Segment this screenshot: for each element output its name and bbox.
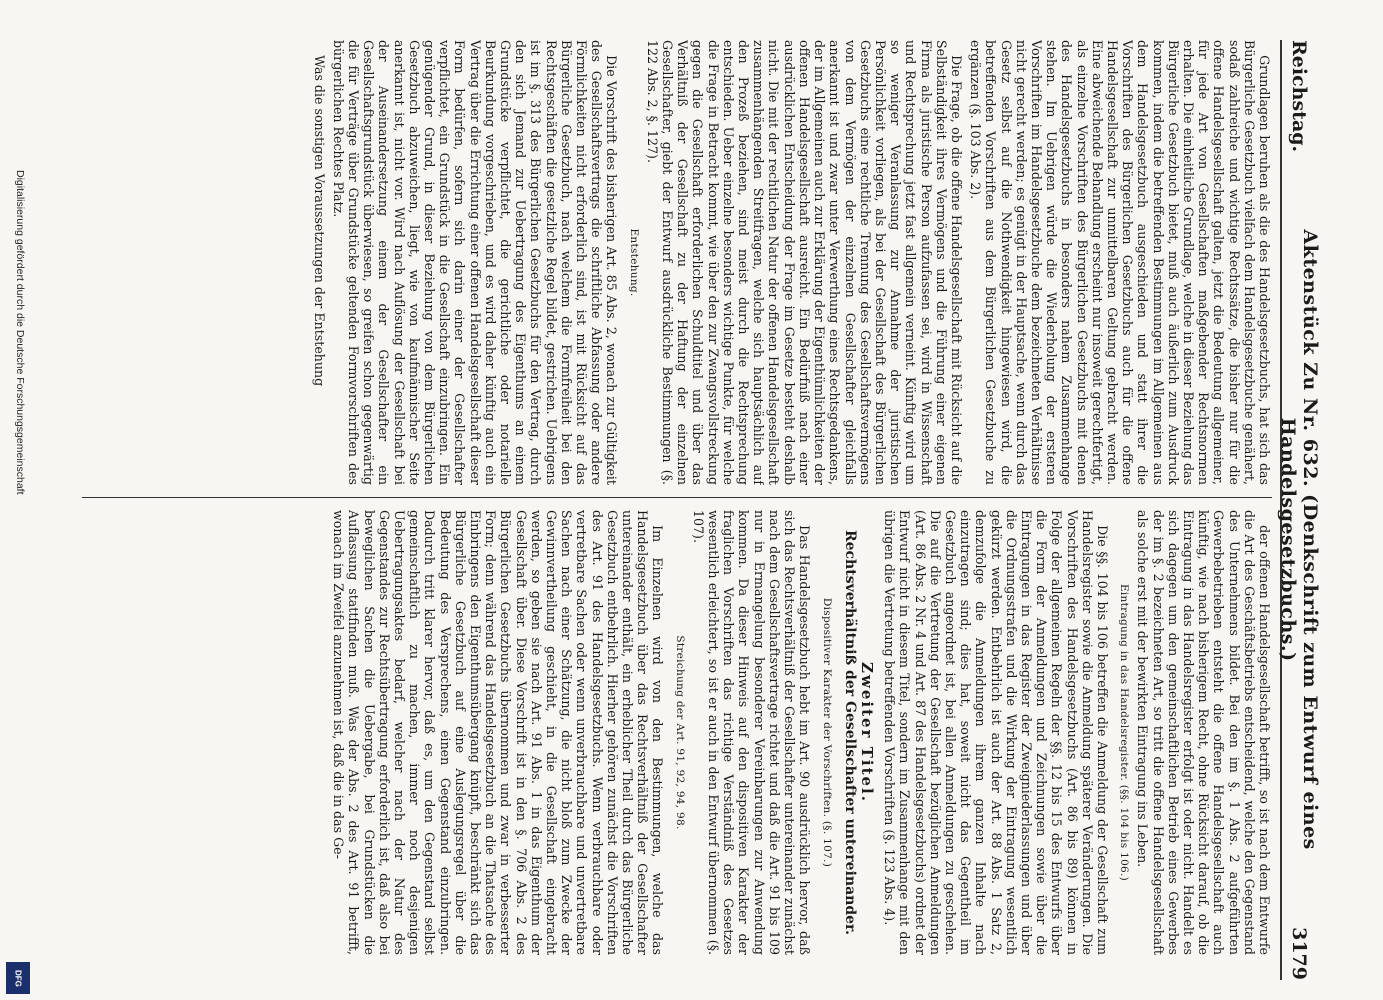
digitization-credit xyxy=(10,170,26,1000)
subheading: Entstehung. xyxy=(627,228,640,297)
paragraph: Die Frage, ob die offene Handelsgesellschaft mit Rücksicht auf die Selbständigkeit ihres Vermögens und die Führung einer eigenen Firma als juristische Person aufzufassen sei, wird in Wissenschaft und Rechtsprechung jetzt fast allgemein verneint. Künftig wird um so weniger Veranlassung zur Annahme der juristischen Persönlichkeit vorliegen, als bei der Gesellschaft des Bürgerlichen Gesetzbuchs eine rechtliche Trennung des Gesellschaftsvermögens von dem Vermögen der einzelnen Gesellschafter gleichfalls anerkannt ist und zwar unter Verwerthung eines Rechtsgedankens, der im Allgemeinen auch zur Erklärung der Eigenthümlichkeiten der offenen Handelsgesellschaft ausreicht. Ein Bedürfniß nach einer ausdrücklichen Entscheidung der Frage im Gesetze besteht deshalb nicht. Die mit der rechtlichen Natur der offenen Handelsgesellschaft zusammenhängenden Streitfragen, welche sich hauptsächlich auf den Prozeß beziehen, sind meist durch die Rechtsprechung entschieden. Ueber einzelne besonders wichtige Punkte, für welche die Frage in Betracht kommt, wie über den zur Zwangsvollstreckung gegen die Gesellschaft erforderlichen Schuldtitel und über das Verhältniß der Gesellschaft zu der Haftung der einzelnen Gesellschafter, giebt der Entwurf ausdrückliche Bestimmungen (§. 122 Abs. 2, §. 127). xyxy=(644,40,964,485)
page-title: Aktenstück Zu Nr. 632. (Denkschrift zum Entwurf eines Handelsgesetzbuchs.) xyxy=(1277,229,1321,850)
subheading: Streichung der Art. 91, 92, 94, 98. xyxy=(673,635,686,830)
paragraph: Grundlagen beruhen als die des Handelsgesetzbuchs, hat sich das Bürgerliche Gesetzbuch vielfach dem Handelsgesetzbuche genähert, sodaß zahlreiche und wichtige Rechtssätze, die bisher nur für die offene Handelsgesellschaft galten, jetzt die Bedeutung allgemeiner, für jede Art von Gesellschaften maßgebender Rechtsnormen erhalten. Die einheitliche Grundlage, welche in dieser Beziehung das Bürgerliche Gesetzbuch bietet, muß auch äußerlich zum Ausdruck kommen, indem die betreffenden Bestimmungen im Allgemeinen aus dem Handelsgesetzbuch ausgeschieden und statt ihrer die Vorschriften des Bürgerlichen Gesetzbuchs auch für die offene Handelsgesellschaft zur unmittelbaren Geltung gebracht werden. Eine abweichende Behandlung erscheint nur insoweit gerechtfertigt, als einzelne Vorschriften des Bürgerlichen Gesetzbuchs mit denen des Handelsgesetzbuchs in besonders nahem Zusammenhange stehen. Im Uebrigen würde die Wiederholung der ersteren Vorschriften im Handelsgesetzbuche dem bezeichneten Verhältnisse nicht gerecht werden; es genügt in der Hauptsache, wenn durch das Gesetz selbst auf die Nothwendigkeit hingewiesen wird, die betreffenden Vorschriften aus dem Bürgerlichen Gesetzbuche zu ergänzen (§. 103 Abs. 2). xyxy=(968,40,1272,485)
page-header xyxy=(1277,40,1321,980)
right-column xyxy=(82,510,1272,955)
rotated-document xyxy=(66,40,1321,980)
left-column xyxy=(82,40,1272,485)
paragraph: Was die sonstigen Voraussetzungen der Entstehung xyxy=(311,55,327,387)
section-title: Zweiter Titel. xyxy=(857,662,876,803)
paragraph: Im Einzelnen wird von den Bestimmungen, welche das Handelsgesetzbuch über das Rechtsverhältniß der Gesellschafter untereinander enthält, ein erheblicher Theil durch das Bürgerliche Gesetzbuch entbehrlich. Hierher gehören zunächst die Vorschriften des Art. 91 des Handelsgesetzbuchs. Wenn verbrauchbare oder vertretbare Sachen oder wenn unverbrauchbare und unvertretbare Sachen nach einer Schätzung, die nicht bloß zum Zwecke der Gewinnvertheilung geschieht, in die Gesellschaft eingebracht werden, so geben sie nach Art. 91 Abs. 1 in das Eigenthum der Gesellschaft über. Diese Vorschrift ist in den §. 706 Abs. 2 des Bürgerlichen Gesetzbuchs übernommen und zwar in verbesserter Form; denn während das Handelsgesetzbuch an die Thatsache des Einbringens den Eigenthumsübergang knüpft, beschränkt sich das Bürgerliche Gesetzbuch auf eine Auslegungsregel über die Bedeutung des Versprechens, einen Gegenstand einzubringen. Dadurch tritt klarer hervor, daß es, um den Gegenstand selbst gemeinschaftlich zu machen, immer noch desjenigen Uebertragungsaktes bedarf, welcher nach der Natur des Gegenstandes zur Rechtsübertragung erforderlich ist, daß also bei beweglichen Sachen die Uebergabe, bei Grundstücken die Auflassung stattfinden muß. Was der Abs. 2 des Art. 91 betrifft, wonach im Zweifel anzunehmen ist, daß die in das Ge- xyxy=(331,510,666,955)
subheading: Eintragung in das Handelsregister. (§§. 104 bis 106.) xyxy=(1118,583,1131,882)
subheading: Dispositiver Karakter der Vorschriften. (§. 107.) xyxy=(820,597,833,868)
column-divider xyxy=(82,497,1272,498)
paragraph: Die Vorschrift des bisherigen Art. 85 Abs. 2, wonach zur Gültigkeit des Gesellschaftsvertrags die schriftliche Abfassung oder andere Förmlichkeiten nicht erforderlich sind, ist mit Rücksicht auf das Bürgerliche Gesetzbuch, nach welchem die Formfreiheit bei den Rechtsgeschäften die gesetzliche Regel bildet, gestrichen. Uebrigens ist im §. 313 des Bürgerlichen Gesetzbuchs für den Vertrag, durch den sich Jemand zur Uebertragung des Eigenthums an einem Grundstücke verpflichtet, die gerichtliche oder notarielle Beurkundung vorgeschrieben, und es wird daher künftig auch ein Vertrag über die Errichtung einer offenen Handelsgesellschaft dieser Form bedürfen, sofern sich darin einer der Gesellschafter verpflichtet, ein Grundstück in die Gesellschaft einzubringen. Ein genügender Grund, in dieser Beziehung von dem Bürgerlichen Gesetzbuch abzuweichen, liegt, wie von kaufmännischer Seite anerkannt ist, nicht vor. Wird nach Auflösung der Gesellschaft bei der Auseinandersetzung einem der Gesellschafter ein Gesellschaftsgrundstück überwiesen, so greifen schon gegenwärtig die für Verträge über Grundstücke geltenden Formvorschriften des bürgerlichen Rechtes Platz. xyxy=(330,40,620,485)
dfg-logo: DFG xyxy=(6,962,30,994)
paragraph: Das Handelsgesetzbuch hebt im Art. 90 ausdrücklich hervor, daß sich das Rechtsverhältniß der Gesellschafter untereinander zunächst nach dem Gesellschaftsvertrage richtet und daß die Art. 91 bis 109 nur in Ermangelung besonderer Vereinbarungen zur Anwendung kommen. Da dieser Hinweis auf den dispositiven Karakter der fraglichen Vorschriften das richtige Verständniß des Gesetzes wesentlich erleichtert, so ist er auch in den Entwurf übernommen (§. 107). xyxy=(690,510,813,955)
paragraph: der offenen Handelsgesellschaft betrifft, so ist nach dem Entwurfe die Art des Geschäftsbetriebs entscheidend, welche den Gegenstand des Unternehmens bildet. Bei den im §. 1 Abs. 2 aufgeführten Gewerbebetrieben entsteht die offene Handelsgesellschaft auch künftig, wie nach bisherigem Recht, ohne Rücksicht darauf, ob die Eintragung in das Handelsregister erfolgt ist oder nicht. Handelt es sich dagegen um den gemeinschaftlichen Betrieb eines Gewerbes der im §. 2 bezeichneten Art, so tritt die offene Handelsgesellschaft als solche erst mit der bewirkten Eintragung ins Leben. xyxy=(1135,510,1272,955)
page-number: 3179 xyxy=(1288,927,1310,980)
credit-text: Digitalisierung gefördert durch die Deutsche Forschungsgemeinschaft xyxy=(14,170,26,495)
paragraph: Die §§. 104 bis 106 betreffen die Anmeldung der Gesellschaft zum Handelsregister sowie die Anmeldung späterer Veränderungen. Die Vorschriften des Handelsgesetzbuchs (Art. 86 bis 89) können in Folge der allgemeinen Regeln der §§. 12 bis 15 des Entwurfs über die Form der Anmeldungen und Zeichnungen sowie über die Eintragungen in das Register der Zweigniederlassungen und über die Ordnungsstrafen und die Wirkung der Eintragung wesentlich gekürzt werden. Entbehrlich ist auch der Art. 88 Abs. 1 Satz 2, demzufolge die Anmeldungen ihrem ganzen Inhalte nach einzutragen sind; dies hat, soweit nicht das Gegentheil im Gesetzbuch angeordnet ist, bei allen Anmeldungen zu geschehen. Die auf die Vertretung der Gesellschaft bezüglichen Anmeldungen (Art. 86 Abs. 2 Nr. 4 und Art. 87 des Handelsgesetzbuchs) ordnet der Entwurf nicht in diesem Titel, sondern im Zusammenhange mit den übrigen die Vertretung betreffenden Vorschriften (§. 123 Abs. 4). xyxy=(882,510,1110,955)
section-subtitle: Rechtsverhältniß der Gesellschafter untereinander. xyxy=(841,529,858,935)
header-left: Reichstag. xyxy=(1288,40,1310,153)
